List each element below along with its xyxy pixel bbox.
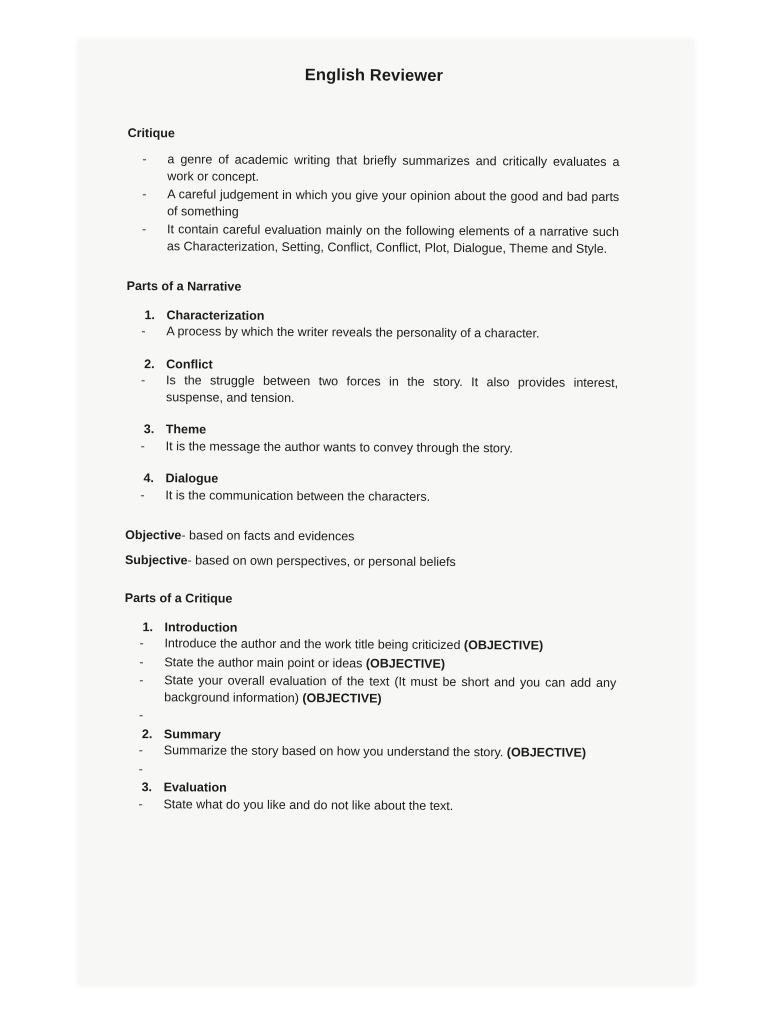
item-title: Evaluation (163, 780, 227, 795)
bullet-text: A process by which the writer reveals the personality of a character. (166, 324, 540, 341)
definition-objective: Objective- based on facts and evidences (125, 527, 355, 544)
bullet-text: a genre of academic writing that briefly summarizes and critically evaluates a work or concept. (167, 152, 620, 184)
section-heading-critique-parts: Parts of a Critique (124, 590, 233, 606)
numbered-heading: 2. Summary (141, 726, 221, 742)
list-item: - State what do you like and do not like about the text. (138, 796, 454, 813)
empty-list-item: - (138, 761, 143, 776)
list-item: - Summarize the story based on how you understand the story. (OBJECTIVE) (138, 743, 587, 760)
item-title: Summary (163, 726, 221, 742)
list-item: - Introduce the author and the work title being criticized (OBJECTIVE) (139, 636, 544, 653)
section-heading-narrative: Parts of a Narrative (126, 278, 242, 294)
item-title: Dialogue (165, 471, 219, 486)
bullet-text: Is the struggle between two forces in the story. It also provides interest, suspense, and tension. (165, 373, 619, 405)
numbered-heading: 3. Evaluation (141, 780, 227, 795)
document-title: English Reviewer (304, 66, 444, 85)
numbered-heading: 1. Characterization (144, 307, 265, 323)
item-title: Characterization (166, 307, 265, 323)
numbered-heading: 2. Conflict (144, 356, 213, 372)
list-item: - State your overall evaluation of the text (It must be short and you can add any background information) (OBJECTIVE) (139, 673, 617, 706)
section-heading-critique: Critique (127, 125, 175, 140)
empty-list-item: - (138, 708, 144, 723)
list-item: - Is the struggle between two forces in the story. It also provides interest, suspense, and tension. (141, 373, 619, 405)
item-title: Theme (165, 422, 207, 437)
list-item: - State the author main point or ideas (OBJECTIVE) (139, 654, 446, 671)
definition-subjective: Subjective- based on own perspectives, or personal beliefs (124, 552, 456, 569)
bullet-text: It is the communication between the characters. (165, 487, 431, 504)
list-item: - A process by which the writer reveals the personality of a character. (141, 324, 540, 341)
list-item: - It is the message the author wants to convey through the story. (140, 438, 513, 455)
list-item: - a genre of academic writing that briefly summarizes and critically evaluates a work or concept. (142, 152, 620, 184)
list-item: - It is the communication between the characters. (140, 487, 431, 504)
document-content (123, 66, 620, 817)
numbered-heading: 1. Introduction (142, 619, 238, 635)
numbered-heading: 3. Theme (143, 422, 207, 437)
bullet-text: It is the message the author wants to convey through the story. (165, 438, 513, 455)
bullet-text: A careful judgement in which you give your opinion about the good and bad parts of something (167, 187, 620, 219)
item-title: Conflict (166, 356, 213, 372)
numbered-heading: 4. Dialogue (143, 471, 219, 486)
list-item: - A careful judgement in which you give your opinion about the good and bad parts of something (142, 187, 620, 219)
list-item: - It contain careful evaluation mainly on the following elements of a narrative such as Characterization, Setting, Conflict, Conflict, Plot, Dialogue, Theme and Style. (141, 222, 620, 256)
item-title: Introduction (164, 619, 238, 635)
bullet-text: It contain careful evaluation mainly on the following elements of a narrative such as Characterization, Setting, Conflict, Conflict, Plot, Dialogue, Theme and Style. (166, 222, 620, 256)
